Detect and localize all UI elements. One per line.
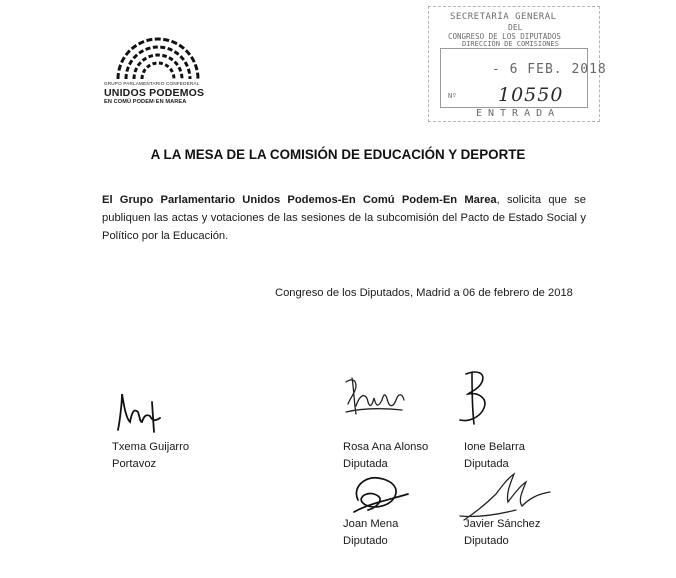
- signatory-name: Javier Sánchez: [464, 518, 541, 530]
- hemicycle-logo-icon: [110, 33, 206, 81]
- stamp-entrada: ENTRADA: [476, 108, 561, 119]
- signatory-name: Rosa Ana Alonso: [343, 441, 429, 453]
- registry-stamp: [428, 6, 607, 122]
- request-text: , solicita que se publiquen las actas y votaciones de las sesiones de la subcomisión del Pacto de Estado Social y Político por la Educación.: [102, 194, 586, 242]
- stamp-registry-number: 10550: [498, 84, 564, 106]
- signatory-name: Joan Mena: [343, 518, 399, 530]
- requesting-group: El Grupo Parlamentario Unidos Podemos-En Comú Podem-En Marea: [102, 194, 497, 206]
- signatory-role: Diputada: [464, 458, 509, 470]
- signatory-role: Diputado: [464, 535, 509, 547]
- signatory-role: Diputado: [343, 535, 388, 547]
- stamp-number-label: Nº: [448, 92, 457, 100]
- signatory-role: Diputada: [343, 458, 388, 470]
- signatory-name: Txema Guijarro: [112, 441, 190, 453]
- logo-text-group: GRUPO PARLAMENTARIO CONFEDERAL: [104, 81, 200, 86]
- signature-txema-guijarro: [112, 372, 172, 439]
- signature-rosa-ana-alonso: [342, 372, 414, 425]
- request-paragraph: [102, 191, 586, 245]
- logo-text-coalition: EN COMÚ PODEM·EN MAREA: [104, 99, 187, 105]
- signature-joan-mena: [348, 470, 412, 521]
- signatory-role: Portavoz: [112, 458, 157, 470]
- stamp-congreso: CONGRESO DE LOS DIPUTADOS: [448, 32, 561, 41]
- stamp-date: - 6 FEB. 2018: [492, 62, 607, 77]
- signatory-name: Ione Belarra: [464, 441, 525, 453]
- place-and-date: Congreso de los Diputados, Madrid a 06 de febrero de 2018: [275, 287, 573, 299]
- stamp-direccion: DIRECCIÓN DE COMISIONES: [462, 40, 559, 48]
- document-heading: A LA MESA DE LA COMISIÓN DE EDUCACIÓN Y DEPORTE: [150, 147, 526, 162]
- party-logo: [104, 33, 212, 105]
- logo-text-name: UNIDOS PODEMOS: [104, 87, 205, 99]
- stamp-title: SECRETARÍA GENERAL: [450, 12, 557, 22]
- stamp-del: DEL: [508, 23, 523, 32]
- signature-ione-belarra: [446, 368, 502, 433]
